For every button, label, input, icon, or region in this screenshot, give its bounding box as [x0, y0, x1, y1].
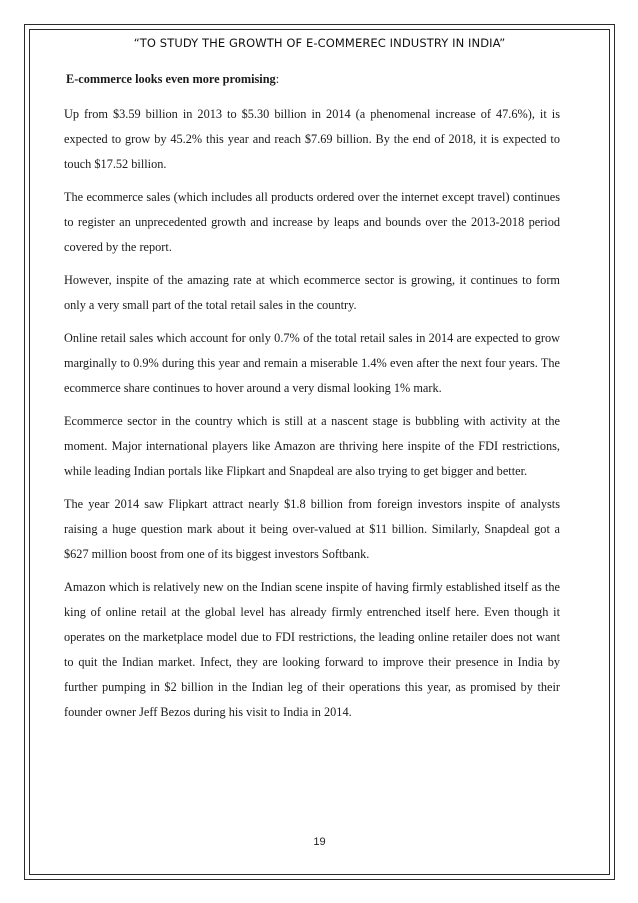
paragraph-online-retail-share: Online retail sales which account for only 0.7% of the total retail sales in 2014 are expected to grow marginally to 0.9% during this year and remain a miserable 1.4% even after the next four years. The ecommerce share continues to hover around a very dismal looking 1% mark.: [64, 331, 560, 395]
paragraph-sector-activity: Ecommerce sector in the country which is still at a nascent stage is bubbling with activity at the moment. Major international players like Amazon are thriving here inspite of the FDI restrictions, while leading Indian portals like Flipkart and Snapdeal are also trying to get bigger and better.: [64, 414, 560, 478]
paragraph-flipkart-snapdeal: The year 2014 saw Flipkart attract nearly $1.8 billion from foreign investors inspite of analysts raising a huge question mark about it being over-valued at $11 billion. Similarly, Snapdeal got a $627 million boost from one of its biggest investors Softbank.: [64, 497, 560, 561]
section-heading: [66, 68, 560, 90]
paragraph-amazon: Amazon which is relatively new on the Indian scene inspite of having firmly established itself as the king of online retail at the global level has already firmly entrenched itself here. Even though it operates on the marketplace model due to FDI restrictions, the leading online retailer does not want to quit the Indian market. Infect, they are looking forward to improve their presence in India by further pumping in $2 billion in the Indian leg of their operations this year, as promised by their founder owner Jeff Bezos during his visit to India in 2014.: [64, 580, 560, 719]
section-heading-text: E-commerce looks even more promising: [66, 72, 276, 86]
body-content: [64, 68, 560, 733]
page-number: 19: [313, 836, 326, 848]
paragraph-ecommerce-sales: The ecommerce sales (which includes all products ordered over the internet except travel) continues to register an unprecedented growth and increase by leaps and bounds over the 2013-2018 period covered by the report.: [64, 190, 560, 254]
paragraph-growth-figures: Up from $3.59 billion in 2013 to $5.30 billion in 2014 (a phenomenal increase of 47.6%), it is expected to grow by 45.2% this year and reach $7.69 billion. By the end of 2018, it is expected to touch $17.52 billion.: [64, 107, 560, 171]
section-heading-colon: :: [275, 72, 280, 86]
paragraph-small-share: However, inspite of the amazing rate at which ecommerce sector is growing, it continues to form only a very small part of the total retail sales in the country.: [64, 273, 560, 312]
running-header: “TO STUDY THE GROWTH OF E-COMMEREC INDUSTRY IN INDIA”: [133, 36, 506, 50]
